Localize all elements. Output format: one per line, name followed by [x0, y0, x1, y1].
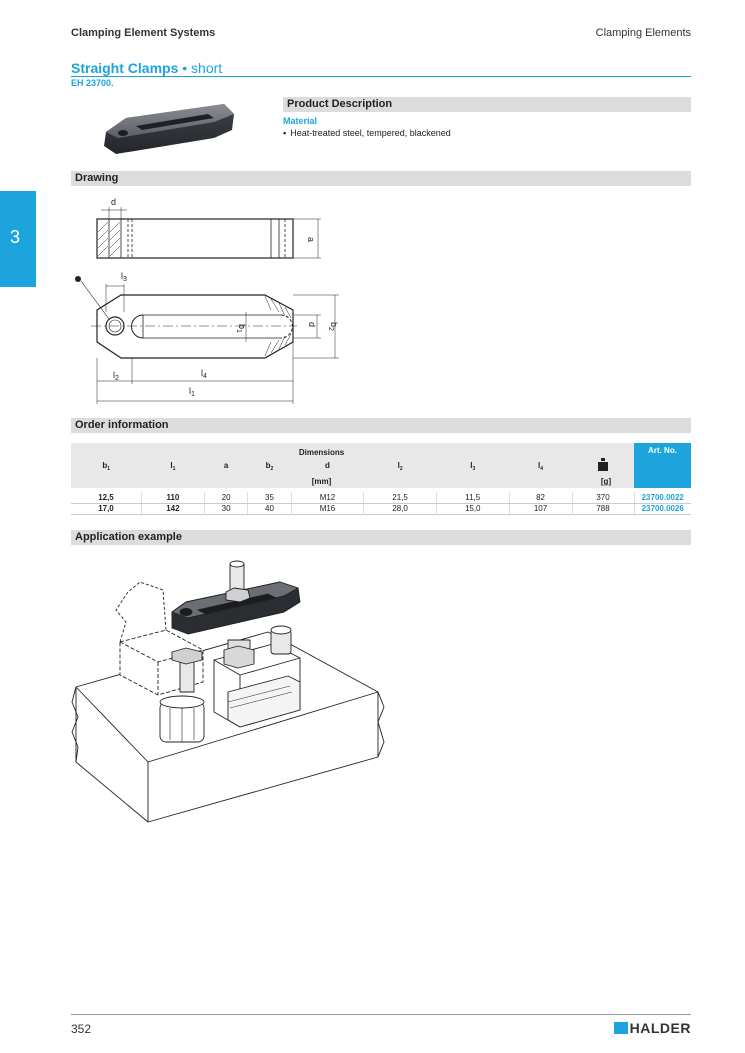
label-l4: $l_4$ [201, 368, 207, 380]
page-number: 352 [71, 1022, 92, 1036]
title-separator: • [178, 60, 192, 76]
col-a: a [204, 458, 247, 474]
footer-rule [71, 1014, 691, 1015]
header-right: Clamping Elements [595, 27, 691, 39]
material-label: Material [283, 116, 318, 126]
order-heading: Order information [71, 418, 691, 433]
material-item: ▪ Heat-treated steel, tempered, blackened [283, 128, 451, 138]
label-b2: $b_2$ [327, 322, 339, 331]
col-b2: $b_2$ [248, 458, 291, 474]
col-b1: $b_1$ [71, 458, 141, 474]
label-d-top: d [111, 197, 117, 207]
col-d: d [291, 458, 364, 474]
bottom-view-outline [97, 295, 293, 358]
table-row: 17,0 142 30 40 M16 28,0 15,0 107 788 23700.0026 [71, 503, 691, 514]
unit-g: [g] [600, 477, 612, 486]
title-main: Straight Clamps [71, 60, 179, 76]
col-l2: $l_2$ [364, 458, 437, 474]
brand-icon [614, 1022, 628, 1034]
chapter-number: 3 [10, 227, 21, 247]
col-l1: $l_1$ [141, 458, 204, 474]
brand-logo: HALDER [614, 1020, 691, 1036]
label-a: a [306, 237, 316, 243]
product-description-heading: Product Description [283, 97, 691, 112]
technical-drawing [71, 192, 361, 407]
title-variant: short [191, 60, 223, 76]
art-no-header: Art. No. [634, 443, 691, 488]
dimensions-label: Dimensions [71, 443, 572, 458]
header-left: Clamping Element Systems [71, 27, 216, 39]
art-no-link[interactable]: 23700.0026 [634, 503, 691, 514]
chapter-tab[interactable] [0, 191, 36, 287]
label-d-side: d [307, 322, 317, 328]
label-l3: $l_3$ [121, 271, 127, 283]
art-no-link[interactable]: 23700.0022 [634, 492, 691, 503]
page-title [71, 60, 222, 76]
table-row: 12,5 110 20 35 M12 21,5 11,5 82 370 23700.0022 [71, 492, 691, 503]
application-illustration [68, 552, 388, 842]
col-l3: $l_3$ [436, 458, 509, 474]
top-view-outline [97, 219, 293, 258]
drawing-heading: Drawing [71, 171, 691, 186]
title-rule [71, 76, 691, 77]
weight-icon [597, 458, 609, 471]
label-l2: $l_2$ [113, 370, 119, 382]
datum-marker [75, 276, 81, 282]
unit-mm: [mm] [71, 474, 572, 488]
col-l4: $l_4$ [509, 458, 572, 474]
label-b1: $b_1$ [235, 324, 247, 333]
label-l1: $l_1$ [189, 386, 195, 398]
application-heading: Application example [71, 530, 691, 545]
product-photo [96, 100, 236, 162]
product-code: EH 23700. [71, 78, 114, 88]
